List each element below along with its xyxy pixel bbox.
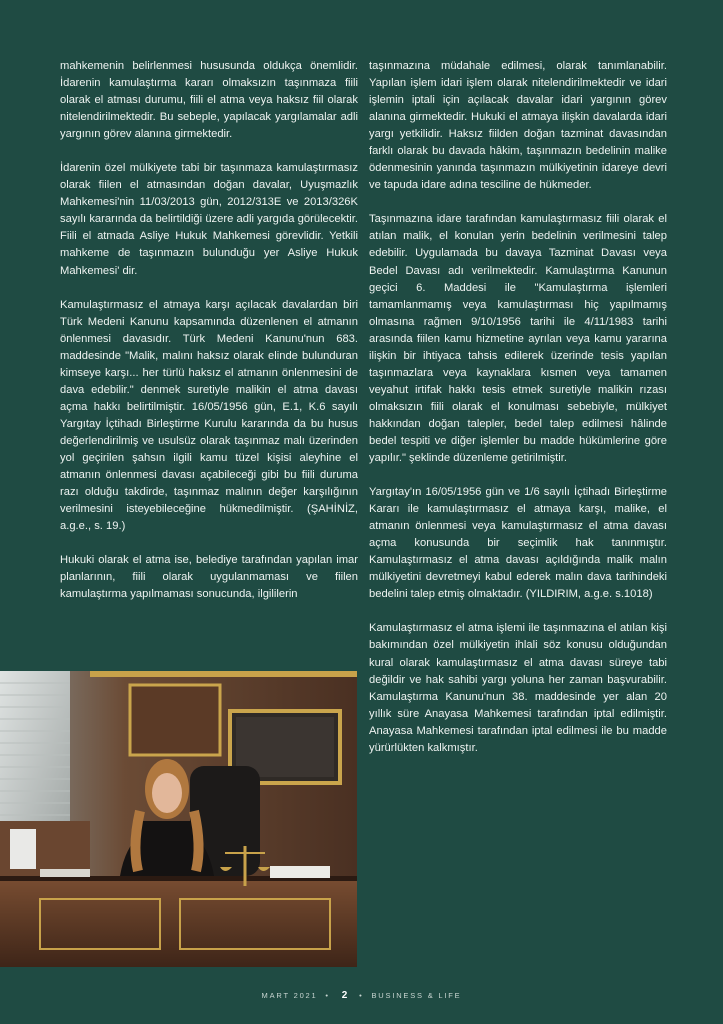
right-paragraph-2: Taşınmazına idare tarafından kamulaştırmasız fiili olarak el atılan malik, el konulan yerin bedelinin verilmesini talep edebilir. Uygulamada bu davaya Tazminat Davası veya Bedel Davası adı verilmektedir. Kamulaştırma Kanunun geçici 6. Maddesi ile "Kamulaştırma işlemleri tamamlanmamış veya kamulaştırması hiç yapılmamış olmasına rağmen 9/10/1956 tarihi ile 4/11/1983 tarihi arasında fiilen kamu hizmetine ayrılan veya kamu yararına ilişkin bir ihtiyaca tahsis edilerek üzerinde tesis yapılan taşınmazlara veya kaynaklara kısmen veya tamamen veyahut irtifak hakkı tesis etmek suretiyle malikin rızası olmaksızın fiili olarak el konulması sebebiyle, mülkiyet hakkından doğan talepler, bedel talep edilmesi hâlinde bedel tespiti ve diğer işlemler bu madde hükümlerine göre yapılır." şeklinde düzenleme getirilmiştir. [369,213,667,465]
left-paragraph-1: mahkemenin belirlenmesi hususunda oldukça önemlidir. İdarenin kamulaştırma kararı olmaksızın taşınmaza fiili olarak el atması durumu, fiili el atma veya haksız fiil olarak nitelendirilmektedir. Bu sebeple, yapılacak yargılamalar adli yargının görev alanına girmektedir. [60,60,358,141]
footer-separator-dot: • [325,991,330,1000]
left-paragraph-4: Hukuki olarak el atma ise, belediye tarafından yapılan imar planlarının, fiili olarak uygulanmaması ve fiilen kamulaştırma yapılmaması sonucunda, ilgililerin [60,554,358,601]
footer-page-number: 2 [341,990,348,1001]
office-photo [0,671,357,967]
footer-issue: MART 2021 [261,991,318,1000]
page-footer [0,990,723,1001]
footer-magazine: BUSINESS & LIFE [371,991,462,1000]
right-column [369,58,667,774]
office-photo-illustration [0,671,357,967]
left-paragraph-2: İdarenin özel mülkiyete tabi bir taşınmaza kamulaştırmasız olarak fiilen el atmasından doğan davalar, Uyuşmazlık Mahkemesi'nin 11/03/2013 gün, 2012/313E ve 2013/326K sayılı kararında da belirtildiği üzere adli yargıda görülecektir. Fiili el atmada Asliye Hukuk Mahkemesi görevlidir. Yetkili mahkeme de taşınmazın bulunduğu yer Asliye Hukuk Mahkemesi' dir. [60,162,358,277]
left-paragraph-3: Kamulaştırmasız el atmaya karşı açılacak davalardan biri Türk Medeni Kanunu kapsamında düzenlenen el atmanın önlenmesi davasıdır. Türk Medeni Kanunu'nun 683. maddesinde "Malik, malını haksız olarak elinde bulunduran kimseye karşı... her türlü haksız el atmanın önlenmesini de dava edebilir." denmek suretiyle malikin el atma davası açma hakkı belirtilmiştir. 16/05/1956 gün, E.1, K.6 sayılı Yargıtay İçtihadı Birleştirme Kurulu kararında da bu husus değerlendirilmiş ve usulsüz olarak taşınmaz malı üzerinden yol geçirilen şahsın ilgili kamu tüzel kişisi aleyhine el atmanın önlenmesi davası açabileceği gibi bu fiili duruma razı olduğu takdirde, taşınmaz malının değer karşılığının verilmesini isteyebileceğine hükmedilmiştir. (ŞAHİNİZ, a.g.e., s. 19.) [60,298,358,533]
right-paragraph-4: Kamulaştırmasız el atma işlemi ile taşınmazına el atılan kişi bakımından özel mülkiyetin ihlali söz konusu olduğundan kural olarak kamulaştırmasız el atma davası süreye tabi değildir ve hak sahibi yargı yoluna her zaman başvurabilir. Kamulaştırma Kanunu'nun 38. maddesinde yer alan 20 yıllık süre Anayasa Mahkemesi tarafından iptal edilmiştir. Anayasa Mahkemesi tarafından iptal edilmesi ile bu madde yürürlükten kalkmıştır. [369,622,667,754]
footer-separator-dot: • [359,991,364,1000]
right-paragraph-1: taşınmazına müdahale edilmesi, olarak tanımlanabilir. Yapılan işlem idari işlem olarak nitelendirilmektedir ve idari işlemin iptali için açılacak davalar idari yargının görev alanına girmektedir. Hukuki el atmaya ilişkin davalarda idari yargı yetkilidir. Haksız fiilden doğan tazminat davasından farklı olarak bu davada hâkim, taşınmazın bedelinin malike ödenmesinin yanında taşınmazın mülkiyetinin idareye devri ve tapuda idare adına tesciline de hükmeder. [369,60,667,192]
left-column [60,58,358,620]
right-paragraph-3: Yargıtay'ın 16/05/1956 gün ve 1/6 sayılı İçtihadı Birleştirme Kararı ile kamulaştırmasız el atmaya karşı, malike, el atmanın önlenmesi veya kamulaştırmasız el atma davası açma konusunda bir seçimlik hak tanınmıştır. Kamulaştırmasız el atma davası açıldığında malik malın mülkiyetini devretmeyi kabul ederek malın dava tarihindeki bedelini talep etmiş olmaktadır. (YILDIRIM, a.g.e. s.1018) [369,486,667,601]
